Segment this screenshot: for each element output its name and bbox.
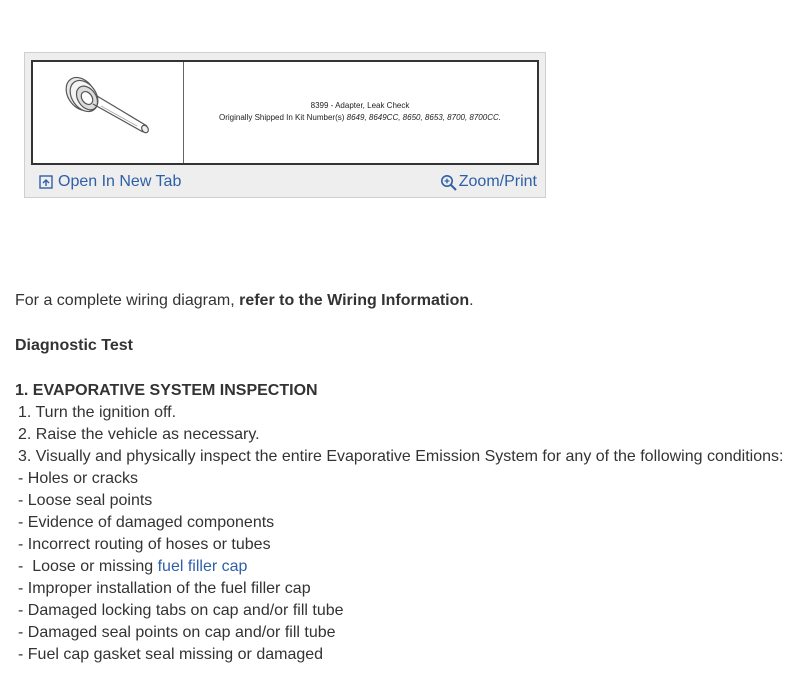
condition-item: - Evidence of damaged components xyxy=(18,514,275,531)
intro-end: . xyxy=(469,292,474,309)
condition-item: - Holes or cracks xyxy=(18,470,139,487)
condition-item: - Fuel cap gasket seal missing or damaged xyxy=(18,646,324,663)
step-1-heading: 1. EVAPORATIVE SYSTEM INSPECTION xyxy=(15,382,318,399)
diagnostic-test-heading: Diagnostic Test xyxy=(15,337,133,354)
open-new-tab-icon xyxy=(39,175,53,189)
adapter-fitting-icon xyxy=(57,70,157,150)
step-instruction: 1. Turn the ignition off. xyxy=(18,404,177,421)
open-in-new-tab-link[interactable] xyxy=(39,173,181,191)
condition-item: - Incorrect routing of hoses or tubes xyxy=(18,536,271,553)
condition-item xyxy=(15,556,805,578)
procedure-content xyxy=(15,290,805,666)
wiring-info-reference: refer to the Wiring Information xyxy=(239,292,470,309)
condition-item: - Loose seal points xyxy=(18,492,153,509)
figure-toolbar xyxy=(25,167,545,195)
condition-item: - Damaged seal points on cap and/or fill tube xyxy=(18,624,336,641)
step-instruction: 3. Visually and physically inspect the entire Evaporative Emission System for any of the following conditions: xyxy=(18,448,784,465)
zoom-print-link[interactable] xyxy=(440,173,537,191)
figure-image[interactable] xyxy=(31,60,539,165)
open-in-new-tab-label: Open In New Tab xyxy=(58,173,182,190)
condition-item: - Damaged locking tabs on cap and/or fill tube xyxy=(18,602,344,619)
wiring-reference-paragraph xyxy=(15,290,805,312)
step-instruction: 2. Raise the vehicle as necessary. xyxy=(18,426,260,443)
caption-kit-numbers: 8649, 8649CC, 8650, 8653, 8700, 8700CC. xyxy=(346,113,501,122)
caption-kit-line xyxy=(185,112,535,124)
figure-divider xyxy=(183,62,184,163)
figure-caption xyxy=(185,100,535,124)
magnifier-icon xyxy=(440,174,457,191)
caption-part-name: 8399 - Adapter, Leak Check xyxy=(310,101,410,110)
fuel-filler-cap-link[interactable]: fuel filler cap xyxy=(157,558,248,575)
zoom-print-label: Zoom/Print xyxy=(458,173,537,190)
condition-item-text: - Loose or missing xyxy=(18,558,158,575)
intro-text: For a complete wiring diagram, xyxy=(15,292,240,309)
caption-kit-prefix: Originally Shipped In Kit Number(s) xyxy=(219,113,345,122)
condition-item: - Improper installation of the fuel filler cap xyxy=(18,580,311,597)
figure-panel xyxy=(24,52,546,198)
